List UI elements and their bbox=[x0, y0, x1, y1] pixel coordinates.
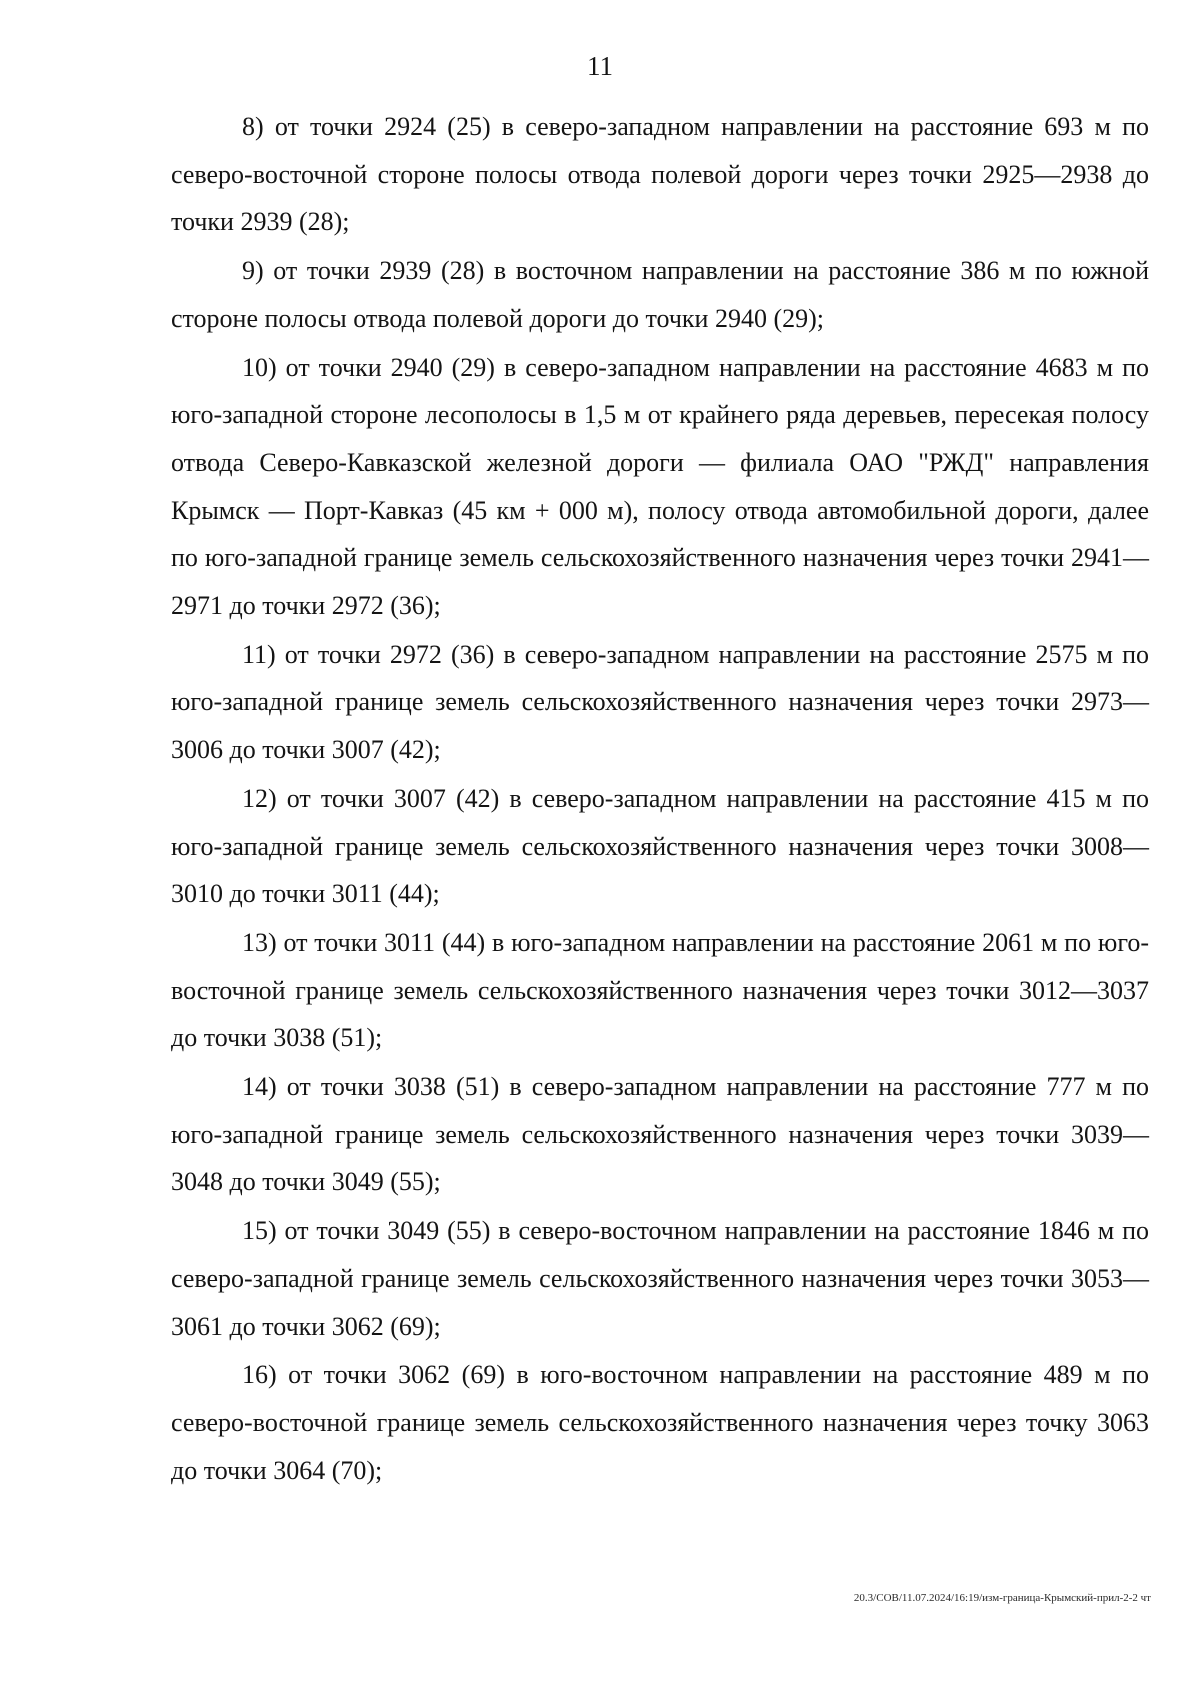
page-number: 11 bbox=[587, 51, 613, 81]
paragraph-item-11: 11) от точки 2972 (36) в северо-западном направлении на расстояние 2575 м по юго-западной границе земель сельскохозяйственного назначения через точки 2973—3006 до точки 3007 (42); bbox=[171, 639, 1149, 765]
paragraph-item-10: 10) от точки 2940 (29) в северо-западном направлении на расстояние 4683 м по юго-западной стороне лесополосы в 1,5 м от крайнего ряда деревьев, пересекая полосу отвода Северо-Кавказской железной дороги — филиала ОАО "РЖД" направления Крымск — Порт-Кавказ (45 км + 000 м), полосу отвода автомобильной дороги, далее по юго-западной границе земель сельскохозяйственного назначения через точки 2941—2971 до точки 2972 (36); bbox=[171, 352, 1149, 621]
paragraph-item-15: 15) от точки 3049 (55) в северо-восточном направлении на расстояние 1846 м по северо-западной границе земель сельскохозяйственного назначения через точки 3053—3061 до точки 3062 (69); bbox=[171, 1216, 1149, 1341]
paragraph-item-13: 13) от точки 3011 (44) в юго-западном направлении на расстояние 2061 м по юго-восточной границе земель сельскохозяйственного назначения через точки 3012—3037 до точки 3038 (51); bbox=[171, 927, 1149, 1053]
paragraph-item-9: 9) от точки 2939 (28) в восточном направлении на расстояние 386 м по южной стороне полосы отвода полевой дороги до точки 2940 (29); bbox=[171, 256, 1149, 333]
document-footer-code: 20.3/СОВ/11.07.2024/16:19/изм-граница-Крымский-прил-2-2 чт bbox=[853, 1592, 1151, 1604]
paragraph-item-12: 12) от точки 3007 (42) в северо-западном направлении на расстояние 415 м по юго-западной границе земель сельскохозяйственного назначения через точки 3008—3010 до точки 3011 (44); bbox=[171, 783, 1149, 909]
paragraph-item-14: 14) от точки 3038 (51) в северо-западном направлении на расстояние 777 м по юго-западной границе земель сельскохозяйственного назначения через точки 3039—3048 до точки 3049 (55); bbox=[171, 1072, 1149, 1197]
document-body bbox=[171, 103, 1149, 1495]
paragraph-item-8: 8) от точки 2924 (25) в северо-западном направлении на расстояние 693 м по северо-восточной стороне полосы отвода полевой дороги через точки 2925—2938 до точки 2939 (28); bbox=[171, 112, 1149, 237]
paragraph-item-16: 16) от точки 3062 (69) в юго-восточном направлении на расстояние 489 м по северо-восточной границе земель сельскохозяйственного назначения через точку 3063 до точки 3064 (70); bbox=[171, 1360, 1149, 1485]
